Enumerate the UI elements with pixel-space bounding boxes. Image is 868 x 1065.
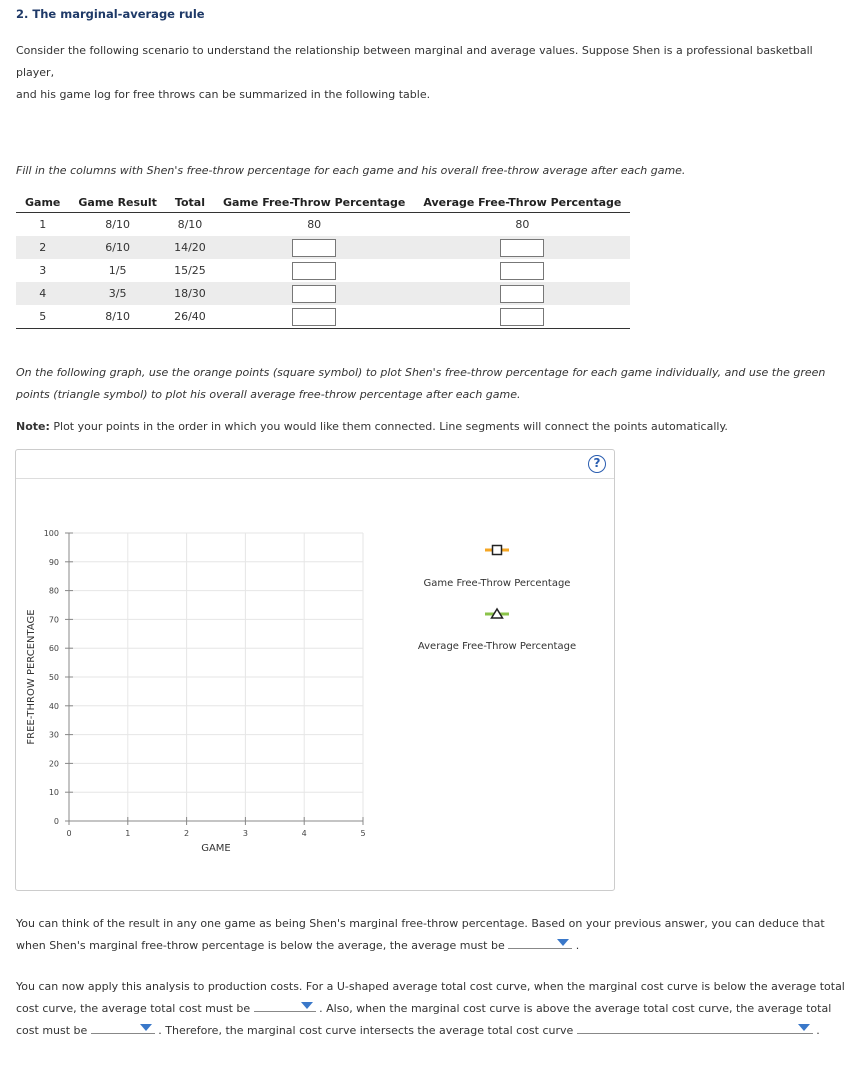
legend-label-game: Game Free-Throw Percentage	[423, 578, 571, 589]
y-axis-label: FREE-THROW PERCENTAGE	[26, 609, 37, 745]
y-tick-label: 0	[53, 817, 59, 826]
atc-above-dropdown[interactable]	[91, 1021, 155, 1034]
avg-pct-input[interactable]	[500, 285, 544, 303]
x-axis-label: GAME	[201, 843, 231, 854]
y-tick-label: 50	[48, 673, 59, 682]
table-row: 1 8/10 8/10 80 80	[39, 218, 530, 231]
intro-text: Consider the following scenario to understand the relationship between marginal and average values. Suppose Shen is a professional basketball player, and his game log for free throws can be summarized in the following table.	[16, 44, 813, 101]
average-direction-dropdown[interactable]	[508, 936, 572, 949]
note: Note: Plot your points in the order in which you would like them connected. Line segments will connect the points automatically.	[16, 420, 728, 433]
help-icon[interactable]: ?	[588, 455, 606, 473]
col-header-total: Total	[166, 192, 214, 213]
chevron-down-icon	[557, 939, 569, 946]
game-pct-input[interactable]	[292, 239, 336, 257]
y-tick-label: 90	[48, 557, 59, 567]
graph-panel	[15, 449, 615, 891]
atc-below-dropdown[interactable]	[254, 999, 316, 1012]
col-header-game: Game	[16, 192, 69, 213]
graph-instruction: On the following graph, use the orange points (square symbol) to plot Shen's free-throw percentage for each game individually, and use the green points (triangle symbol) to plot his overall average free-throw percentage after each game.	[16, 366, 826, 401]
question-1: You can think of the result in any one game as being Shen's marginal free-throw percentage. Based on your previous answer, you can deduce that when Shen's marginal free-throw percentage is below the average, the average must be .	[16, 917, 825, 952]
game-pct-input[interactable]	[292, 285, 336, 303]
game-pct-input[interactable]	[292, 308, 336, 326]
y-tick-label: 100	[43, 529, 59, 538]
table-instruction: Fill in the columns with Shen's free-throw percentage for each game and his overall free-throw average after each game.	[16, 164, 686, 177]
chevron-down-icon	[798, 1024, 810, 1031]
chart-area[interactable]	[16, 478, 614, 890]
y-tick-label: 60	[48, 644, 59, 654]
col-header-result: Game Result	[69, 192, 166, 213]
x-tick-label: 5	[360, 829, 366, 838]
x-tick-label: 4	[301, 829, 307, 838]
y-tick-label: 80	[48, 586, 59, 596]
x-tick-label: 0	[66, 829, 72, 838]
y-tick-label: 30	[48, 730, 59, 740]
legend-square-marker	[493, 546, 502, 555]
section-title: 2. The marginal-average rule	[16, 7, 205, 21]
x-tick-label: 1	[125, 829, 131, 838]
avg-pct-input[interactable]	[500, 262, 544, 280]
table-row: 4 3/5 18/30	[16, 282, 630, 305]
question-2: You can now apply this analysis to production costs. For a U-shaped average total cost curve, when the marginal cost curve is below the average total cost curve, the average total cost must be . Also, when the marginal cost curve is above the average total cost curve, the average total cost must be . Therefore, the marginal cost curve intersects the average total cost curve .	[16, 980, 845, 1037]
free-throw-table	[16, 192, 630, 329]
x-tick-label: 3	[242, 829, 248, 838]
y-tick-label: 20	[48, 759, 59, 769]
table-row: 5 8/10 26/40	[16, 305, 630, 329]
chevron-down-icon	[301, 1002, 313, 1009]
chevron-down-icon	[140, 1024, 152, 1031]
table-row: 3 1/5 15/25	[16, 259, 630, 282]
col-header-avg-pct: Average Free-Throw Percentage	[414, 192, 630, 213]
avg-pct-input[interactable]	[500, 239, 544, 257]
table-row: 2 6/10 14/20	[16, 236, 630, 259]
x-tick-label: 2	[184, 829, 190, 838]
legend-label-average: Average Free-Throw Percentage	[417, 641, 577, 652]
y-tick-label: 70	[48, 615, 59, 625]
col-header-game-pct: Game Free-Throw Percentage	[214, 192, 414, 213]
y-tick-label: 10	[48, 788, 59, 798]
y-tick-label: 40	[48, 701, 59, 711]
graph-toolbar	[16, 450, 614, 479]
avg-pct-input[interactable]	[500, 308, 544, 326]
intersection-dropdown[interactable]	[577, 1021, 813, 1034]
game-pct-input[interactable]	[292, 262, 336, 280]
